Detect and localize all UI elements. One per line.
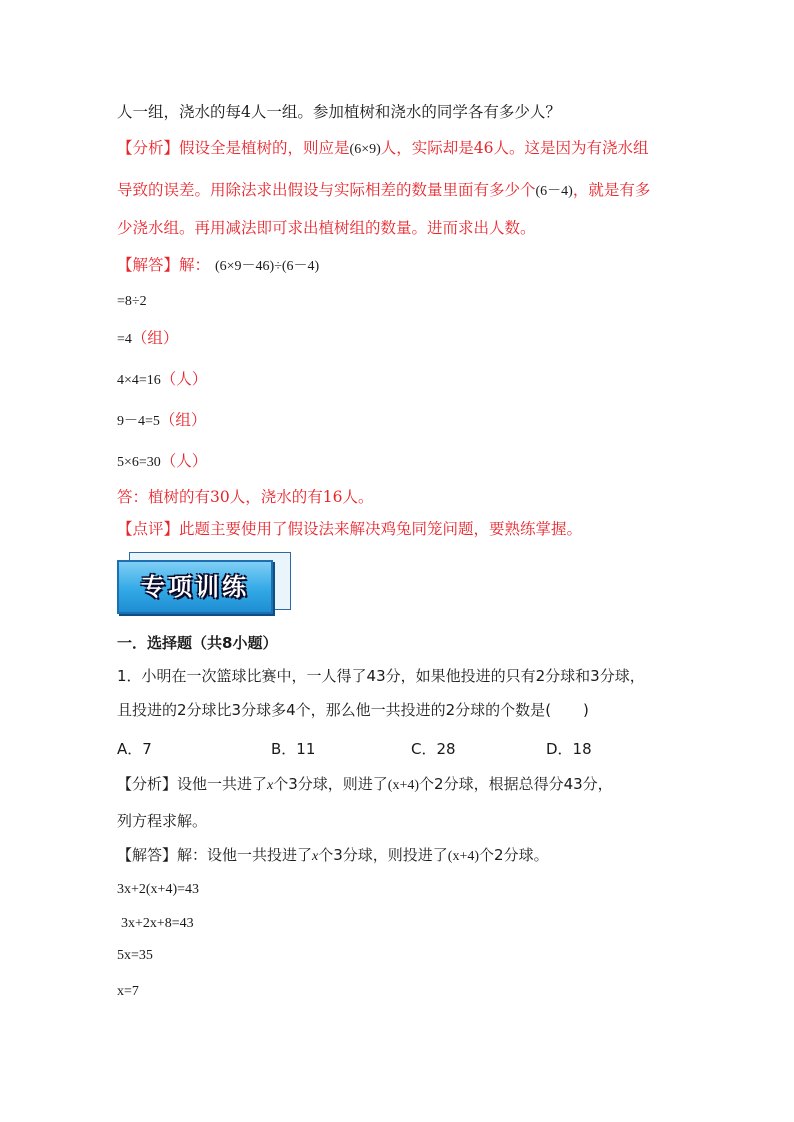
step-math: 5×6=30 <box>117 455 161 470</box>
analysis-text: 导致的误差。用除法求出假设与实际相差的数量里面有多少个 <box>117 181 536 199</box>
math-expression: (x+4) <box>387 778 420 793</box>
banner-title: 专项训练 <box>141 573 249 601</box>
comment-text: 此题主要使用了假设法来解决鸡兔同笼问题，要熟练掌握。 <box>179 520 583 538</box>
option-c: C．28 <box>411 740 456 758</box>
analysis2-line-2: 列方程求解。 <box>117 812 208 830</box>
answer-line <box>117 256 319 276</box>
answer-text: 个2分球。 <box>479 846 549 864</box>
answer-step <box>117 294 147 311</box>
answer-tag: 【解答】 <box>117 846 178 864</box>
analysis-text: 假设全是植树的，则应是 <box>179 139 350 157</box>
comment-tag: 【点评】 <box>117 520 180 538</box>
question-line-2 <box>117 701 589 719</box>
answer-step <box>117 411 206 431</box>
step-unit: （人） <box>160 452 208 470</box>
analysis2-line-1 <box>117 775 613 795</box>
equation-line: 3x+2x+8=43 <box>121 916 194 931</box>
step-unit: （人） <box>160 370 208 388</box>
answer-step <box>117 452 207 472</box>
section-banner <box>117 552 292 615</box>
answer-label: 解： <box>179 256 211 274</box>
answer-text: 解：设他一共投进了 <box>177 846 313 864</box>
comment-line <box>117 520 582 539</box>
answer-step <box>117 370 207 390</box>
question-line-1: 1．小明在一次篮球比赛中，一人得了43分，如果他投进的只有2分球和3分球， <box>117 667 645 685</box>
option-b: B．11 <box>271 740 316 758</box>
analysis-text: 人，实际却是46人。这是因为有浇水组 <box>380 139 649 157</box>
step-unit: （组） <box>159 411 207 429</box>
step-math: =4 <box>117 332 132 347</box>
variable-x: x <box>312 849 319 864</box>
option-d: D．18 <box>546 740 592 758</box>
step-math: =8÷2 <box>117 294 147 309</box>
problem-continuation: 人一组，浇水的每4人一组。参加植树和浇水的同学各有多少人？ <box>117 103 561 121</box>
section-heading: 一．选择题（共8小题） <box>117 634 278 652</box>
analysis-line-1 <box>117 139 649 159</box>
answer-text: 个3分球，则投进了 <box>318 846 448 864</box>
math-expression: (6×9－46)÷(6－4) <box>214 259 320 274</box>
equation-line: x=7 <box>117 984 139 999</box>
final-answer: 答：植树的有30人，浇水的有16人。 <box>117 488 374 506</box>
answer-tag: 【解答】 <box>117 256 180 274</box>
equation-line: 3x+2(x+4)=43 <box>117 882 200 897</box>
step-unit: （组） <box>131 329 179 347</box>
analysis-tag: 【分析】 <box>117 775 178 793</box>
answer-blank-close: ) <box>583 701 589 719</box>
analysis-text: 个2分球，根据总得分43分， <box>419 775 613 793</box>
step-math: 9－4=5 <box>117 414 160 429</box>
banner-plate <box>117 560 273 614</box>
analysis-text: 个3分球，则进了 <box>273 775 388 793</box>
answer-blank-open: ( <box>545 701 552 719</box>
equation-line: 5x=35 <box>117 948 153 963</box>
step-math: 4×4=16 <box>117 373 161 388</box>
analysis-line-3: 少浇水组。再用减法即可求出植树组的数量。进而求出人数。 <box>117 219 536 237</box>
math-expression: (x+4) <box>447 849 480 864</box>
answer2-line <box>117 846 549 866</box>
analysis-text: 设他一共进了 <box>177 775 268 793</box>
answer-step <box>117 329 178 349</box>
analysis-text: ，就是有多 <box>572 181 651 199</box>
variable-x: x <box>267 778 274 793</box>
question-text: 且投进的2分球比3分球多4个，那么他一共投进的2分球的个数是 <box>117 701 546 719</box>
math-expression: (6－4) <box>535 184 573 199</box>
analysis-line-2 <box>117 181 650 201</box>
analysis-tag: 【分析】 <box>117 139 180 157</box>
option-a: A．7 <box>117 740 152 758</box>
math-expression: (6×9) <box>349 142 381 157</box>
